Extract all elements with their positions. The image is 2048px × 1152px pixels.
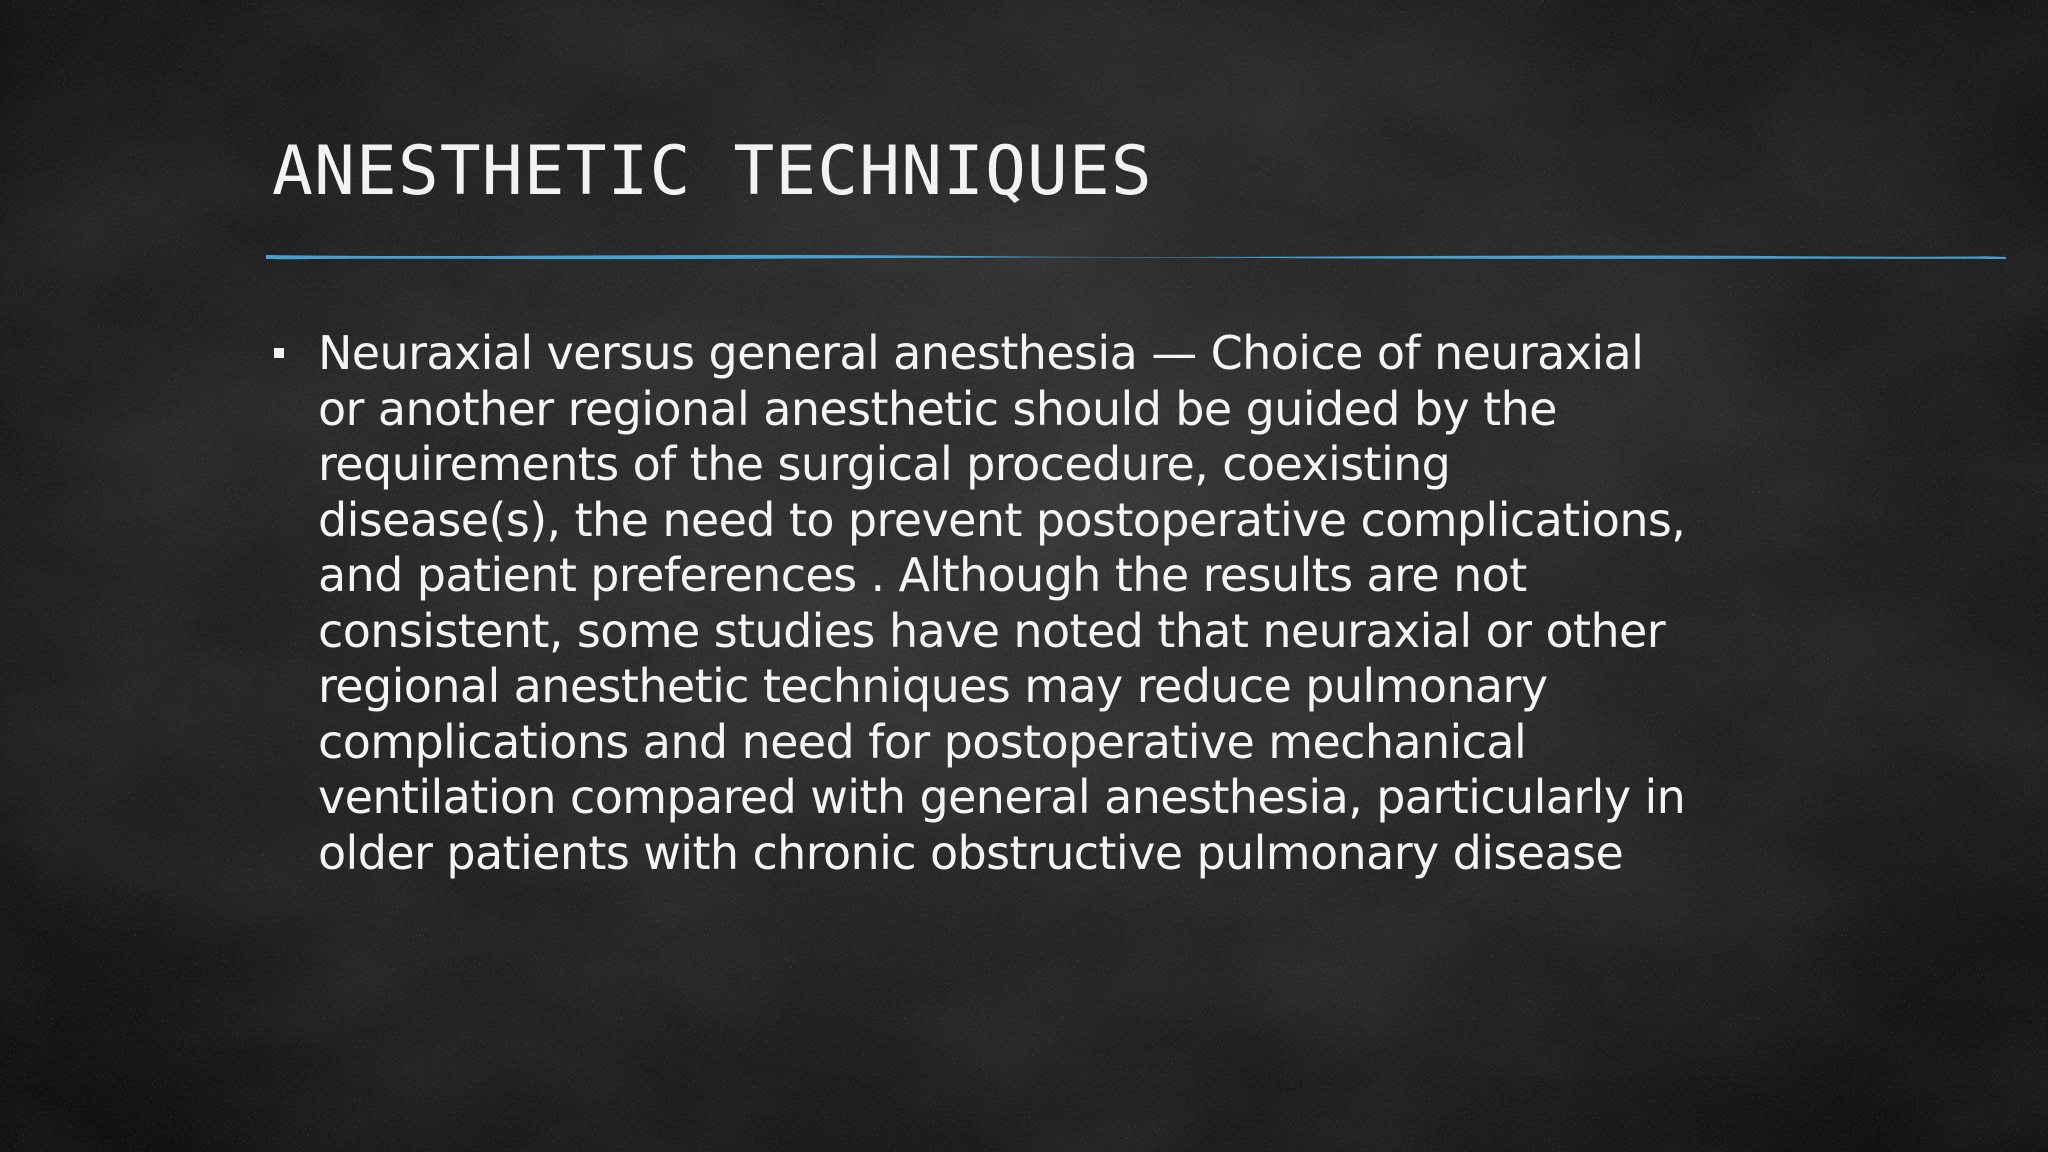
bullet-line: Neuraxial versus general anesthesia — Choice of neuraxial [318,326,1644,380]
bullet-item [272,326,1792,881]
bullet-list [272,326,1792,881]
bullet-line: ventilation compared with general anesthesia, particularly in [318,770,1686,824]
bullet-line: requirements of the surgical procedure, coexisting [318,437,1451,491]
bullet-line: consistent, some studies have noted that neuraxial or other [318,603,1666,658]
bullet-line: disease(s), the need to prevent postoperative complications, [318,492,1686,547]
bullet-line: or another regional anesthetic should be guided by the [318,381,1557,436]
bullet-text [318,326,1792,881]
bullet-line: and patient preferences . Although the results are not [318,548,1527,602]
title-underline [266,250,2006,264]
bullet-line: regional anesthetic techniques may reduce pulmonary [318,659,1548,713]
bullet-line: older patients with chronic obstructive pulmonary disease [318,825,1624,880]
slide-title: ANESTHETIC TECHNIQUES [272,132,1153,211]
square-bullet-icon [274,348,284,358]
bullet-line: complications and need for postoperative mechanical [318,714,1527,769]
